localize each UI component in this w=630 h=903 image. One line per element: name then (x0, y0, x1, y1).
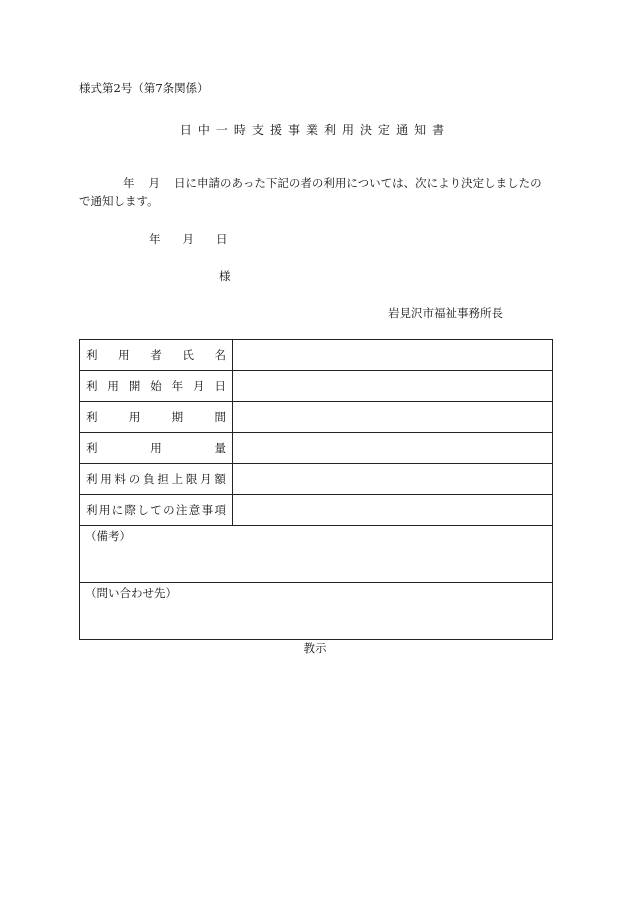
intro-paragraph (79, 175, 542, 191)
table-row (80, 340, 553, 371)
table-row (80, 402, 553, 433)
row-value-user-name[interactable] (233, 340, 553, 371)
title-char: 業 (305, 123, 324, 137)
table-row (80, 371, 553, 402)
title-char: 中 (197, 123, 216, 137)
row-label-usage-amount: 利 用 量 (80, 433, 233, 464)
title-char: 時 (233, 123, 252, 137)
title-char: 通 (396, 123, 415, 137)
notice-heading: 教示 (303, 641, 327, 655)
table-row (80, 464, 553, 495)
contact-label: （問い合わせ先） (85, 586, 177, 600)
intro-year-label: 年 (123, 176, 135, 190)
row-value-usage-amount[interactable] (233, 433, 553, 464)
addressee-suffix: 様 (219, 269, 231, 283)
remarks-cell[interactable] (80, 526, 553, 583)
title-char: 一 (215, 123, 234, 137)
row-label-notes-on-use: 利 用 に 際 し て の 注 意 事 項 (80, 495, 233, 526)
row-label-monthly-cap: 利 用 料 の 負 担 上 限 月 額 (80, 464, 233, 495)
title-char: 事 (287, 123, 306, 137)
form-number: 様式第2号（第7条関係） (79, 81, 209, 95)
row-value-start-date[interactable] (233, 371, 553, 402)
decision-details-table (79, 339, 553, 640)
date-year-label: 年 (149, 232, 161, 246)
remarks-label: （備考） (85, 529, 131, 543)
row-label-start-date: 利 用 開 始 年 月 日 (80, 371, 233, 402)
title-char: 援 (269, 123, 288, 137)
row-label-user-name: 利 用 者 氏 名 (80, 340, 233, 371)
title-char: 知 (414, 123, 433, 137)
title-char: 支 (251, 123, 270, 137)
intro-month-label: 月 (148, 176, 160, 190)
contact-cell[interactable] (80, 583, 553, 640)
intro-paragraph-continuation: で通知します。 (79, 194, 159, 208)
intro-day-text: 日に申請のあった下記の者の利用については、次により決定しましたの (174, 176, 542, 190)
issuer-name: 岩見沢市福祉事務所長 (388, 306, 503, 320)
title-char: 利 (324, 123, 343, 137)
title-char: 決 (360, 123, 379, 137)
remarks-row (80, 526, 553, 583)
contact-row (80, 583, 553, 640)
row-value-notes-on-use[interactable] (233, 495, 553, 526)
title-char: 用 (342, 123, 361, 137)
document-title (0, 121, 630, 138)
title-char: 定 (378, 123, 397, 137)
title-char: 日 (179, 123, 198, 137)
row-label-usage-period: 利 用 期 間 (80, 402, 233, 433)
date-month-label: 月 (182, 232, 194, 246)
date-day-label: 日 (216, 232, 228, 246)
row-value-usage-period[interactable] (233, 402, 553, 433)
title-char: 書 (432, 123, 451, 137)
row-value-monthly-cap[interactable] (233, 464, 553, 495)
table-row (80, 495, 553, 526)
date-line (149, 231, 228, 247)
table-row (80, 433, 553, 464)
